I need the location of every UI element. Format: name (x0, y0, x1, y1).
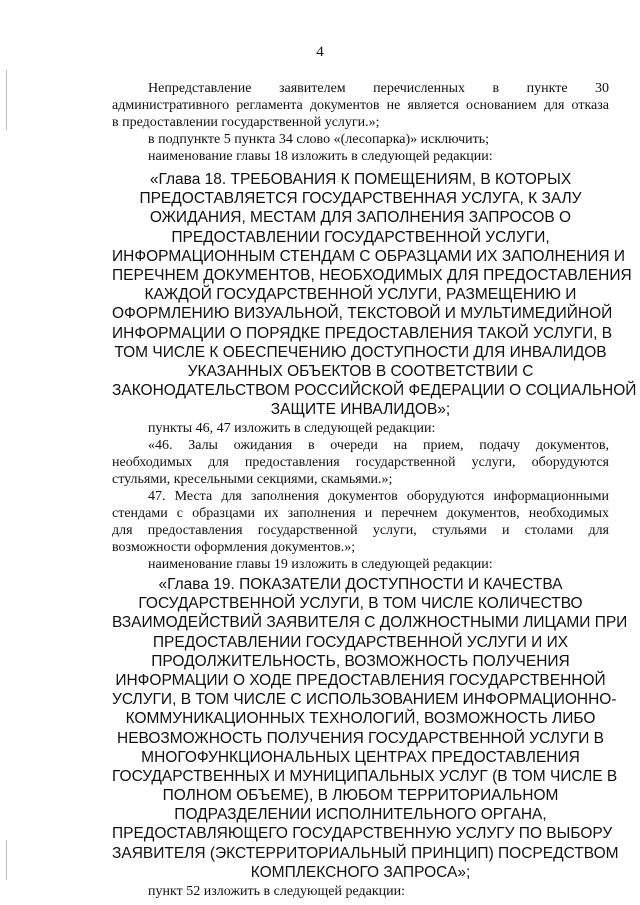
text-line: пункт 52 изложить в следующей редакции: (148, 884, 405, 899)
text-line: стульями, кресельными секциями, скамьями.»; (112, 472, 393, 487)
text-line: в подпункте 5 пункта 34 слово «(лесопарка)» исключить; (148, 132, 490, 147)
heading-line: ВЗАИМОДЕЙСТВИЙ ЗАЯВИТЕЛЯ С ДОЛЖНОСТНЫМИ ЛИЦАМИ ПРИ (112, 614, 628, 632)
heading-line: ТОМ ЧИСЛЕ К ОБЕСПЕЧЕНИЮ ДОСТУПНОСТИ ДЛЯ ИНВАЛИДОВ (114, 343, 607, 361)
text-line: административного регламента документов не является основанием для отказа (112, 98, 609, 113)
text-line: пункты 46, 47 изложить в следующей редакции: (148, 421, 436, 436)
text-line: Непредставление заявителем перечисленных в пункте 30 (148, 81, 609, 96)
heading-line: «Глава 19. ПОКАЗАТЕЛИ ДОСТУПНОСТИ И КАЧЕСТВА (158, 576, 563, 593)
chapter-19-heading (112, 575, 628, 882)
heading-line: ПРОДОЛЖИТЕЛЬНОСТЬ, ВОЗМОЖНОСТЬ ПОЛУЧЕНИЯ (151, 652, 570, 670)
heading-line: ИНФОРМАЦИИ О ХОДЕ ПРЕДОСТАВЛЕНИЯ ГОСУДАРСТВЕННОЙ (115, 671, 606, 689)
text-line: в предоставлении государственной услуги.»; (112, 115, 380, 130)
text-line: необходимых для предоставления государственной услуги, оборудуются (112, 455, 609, 470)
page-number: 4 (316, 44, 324, 60)
chapter-18-heading (112, 170, 637, 419)
heading-line: ПЕРЕЧНЕМ ДОКУМЕНТОВ, НЕОБХОДИМЫХ ДЛЯ ПРЕДОСТАВЛЕНИЯ (112, 266, 632, 284)
heading-line: ЗАЩИТЕ ИНВАЛИДОВ»; (270, 401, 451, 419)
heading-line: ПРЕДОСТАВЛЕНИИ ГОСУДАРСТВЕННОЙ УСЛУГИ И ИХ (152, 633, 569, 651)
text-line: 47. Места для заполнения документов оборудуются информационными (148, 489, 609, 504)
heading-line: УКАЗАННЫХ ОБЪЕКТОВ В СООТВЕТСТВИИ С (187, 362, 534, 380)
heading-line: ОФОРМЛЕНИЮ ВИЗУАЛЬНОЙ, ТЕКСТОВОЙ И МУЛЬТИМЕДИЙНОЙ (112, 305, 613, 323)
heading-line: «Глава 18. ТРЕБОВАНИЯ К ПОМЕЩЕНИЯМ, В КОТОРЫХ (149, 171, 572, 188)
text-line: стендами с образцами их заполнения и перечнем документов, необходимых (112, 506, 609, 521)
scan-margin-line (6, 840, 7, 880)
heading-line: ОЖИДАНИЯ, МЕСТАМ ДЛЯ ЗАПОЛНЕНИЯ ЗАПРОСОВ О (149, 209, 572, 227)
text-line: для предоставления государственной услуги, стульями и столами для (112, 523, 609, 538)
heading-line: УСЛУГИ, В ТОМ ЧИСЛЕ С ИСПОЛЬЗОВАНИЕМ ИНФОРМАЦИОННО- (112, 691, 617, 709)
heading-line: ГОСУДАРСТВЕННЫХ И МУНИЦИПАЛЬНЫХ УСЛУГ (В ТОМ ЧИСЛЕ В (112, 767, 618, 785)
paragraph-block-1 (112, 80, 609, 165)
heading-line: ПОЛНОМ ОБЪЕМЕ), В ЛЮБОМ ТЕРРИТОРИАЛЬНОМ (162, 787, 559, 805)
heading-line: ИНФОРМАЦИОННЫМ СТЕНДАМ С ОБРАЗЦАМИ ИХ ЗАПОЛНЕНИЯ И (112, 247, 626, 265)
heading-line: ПРЕДОСТАВЛЯЮЩЕГО ГОСУДАРСТВЕННУЮ УСЛУГУ ПО ВЫБОРУ (112, 825, 613, 843)
text-line: наименование главы 19 изложить в следующей редакции: (148, 557, 493, 572)
heading-line: ПРЕДОСТАВЛЕНИИ ГОСУДАРСТВЕННОЙ УСЛУГИ, (171, 228, 550, 246)
paragraph-block-3 (112, 883, 609, 900)
heading-line: ГОСУДАРСТВЕННОЙ УСЛУГИ, В ТОМ ЧИСЛЕ КОЛИЧЕСТВО (138, 595, 583, 613)
text-line: наименование главы 18 изложить в следующей редакции: (148, 149, 493, 164)
heading-line: КОМПЛЕКСНОГО ЗАПРОСА»; (250, 863, 471, 881)
heading-line: КАЖДОЙ ГОСУДАРСТВЕННОЙ УСЛУГИ, РАЗМЕЩЕНИЮ И (144, 286, 577, 304)
heading-line: ИНФОРМАЦИИ О ПОРЯДКЕ ПРЕДОСТАВЛЕНИЯ ТАКОЙ УСЛУГИ, В (112, 324, 613, 342)
paragraph-block-2 (112, 420, 609, 573)
text-line: «46. Залы ожидания в очереди на прием, подачу документов, (148, 438, 609, 453)
scan-margin-line (6, 70, 7, 130)
heading-line: КОММУНИКАЦИОННЫХ ТЕХНОЛОГИЙ, ВОЗМОЖНОСТЬ ЛИБО (125, 710, 596, 728)
text-line: возможности оформления документов.»; (112, 540, 356, 555)
heading-line: ЗАЯВИТЕЛЯ (ЭКСТЕРРИТОРИАЛЬНЫЙ ПРИНЦИП) ПОСРЕДСТВОМ (112, 844, 619, 862)
heading-line: МНОГОФУНКЦИОНАЛЬНЫХ ЦЕНТРАХ ПРЕДОСТАВЛЕНИЯ (141, 748, 580, 766)
heading-line: ПРЕДОСТАВЛЯЕТСЯ ГОСУДАРСТВЕННАЯ УСЛУГА, К ЗАЛУ (139, 190, 582, 208)
heading-line: ЗАКОНОДАТЕЛЬСТВОМ РОССИЙСКОЙ ФЕДЕРАЦИИ О СОЦИАЛЬНОЙ (112, 382, 637, 400)
heading-line: ПОДРАЗДЕЛЕНИИ ИСПОЛНИТЕЛЬНОГО ОРГАНА, (174, 806, 547, 824)
heading-line: НЕВОЗМОЖНОСТЬ ПОЛУЧЕНИЯ ГОСУДАРСТВЕННОЙ УСЛУГИ В (117, 729, 604, 747)
